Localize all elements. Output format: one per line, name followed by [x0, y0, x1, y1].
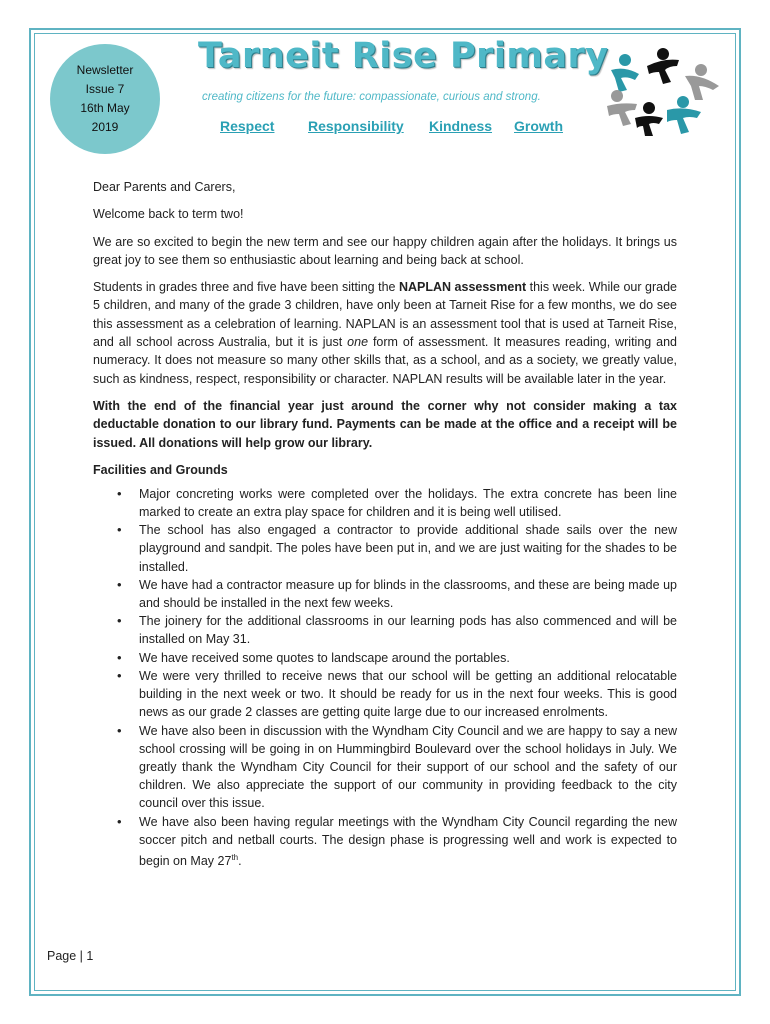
welcome-line: Welcome back to term two! [93, 207, 244, 222]
naplan-text-mid: this week. While our grade 5 children, and many of the grade 3 children, have only been at Tarneit Rise for a few months, we do see this assessment as a celebration of learning. NAPLAN is an assessment tool that is used at Tarneit Rise, and all school across Australia, but it is just [93, 280, 677, 350]
last-item-end: . [238, 854, 242, 869]
badge-date: 16th May [80, 101, 130, 115]
school-tagline: creating citizens for the future: compassionate, curious and strong. [202, 91, 541, 103]
value-growth[interactable]: Growth [514, 118, 563, 134]
naplan-text-pre: Students in grades three and five have been sitting the [93, 280, 399, 295]
logo-figure-black-2 [635, 102, 663, 136]
naplan-italic: one [347, 335, 369, 350]
value-respect[interactable]: Respect [220, 118, 275, 134]
last-item-sup: th [231, 852, 239, 862]
last-item-text: We have also been having regular meetings with the Wyndham City Council regarding the new soccer pitch and netball courts. The design phase is progressing well and work is expected to begin on May 27 [139, 814, 677, 869]
list-item: • Major concreting works were completed over the holidays. The extra concrete has been line marked to create an extra play space for children and it is being well utilised. [139, 485, 677, 521]
list-item: • We have received some quotes to landscape around the portables. [139, 649, 677, 667]
list-item: • The school has also engaged a contractor to provide additional shade sails over the new playground and sandpit. The poles have been put in, and we are just waiting for the shades to be installed. [139, 521, 677, 576]
list-item: • We were very thrilled to receive news that our school will be getting an additional relocatable building in the next week or two. It should be ready for us in the next four weeks. This is good news as our grade 2 classes are getting quite large due to our increased enrolments. [139, 667, 677, 722]
naplan-text-post: form of assessment. It measures reading, writing and numeracy. It does not measure so many other skills that, as a school, and as a society, we greatly value, such as kindness, respect, responsibility or character. NAPLAN results will be available later in the year. [93, 335, 678, 386]
naplan-paragraph [93, 278, 677, 388]
school-name: Tarneit Rise Primary [198, 36, 609, 76]
value-responsibility[interactable]: Responsibility [308, 118, 404, 134]
badge-label: Newsletter [76, 63, 134, 77]
greeting: Dear Parents and Carers, [93, 180, 236, 194]
list-item [139, 813, 677, 871]
school-logo [605, 46, 723, 138]
logo-figure-black-1 [647, 48, 679, 84]
value-kindness[interactable]: Kindness [429, 118, 493, 134]
logo-figure-grey-1 [685, 64, 719, 100]
letter-body [93, 178, 677, 870]
section-heading: Facilities and Grounds [93, 462, 228, 477]
page-number: Page | 1 [47, 949, 94, 963]
list-item: • We have had a contractor measure up for blinds in the classrooms, and these are being made up and should be installed in the next few weeks. [139, 576, 677, 612]
facilities-list [93, 485, 677, 870]
logo-figure-grey-2 [607, 90, 637, 126]
badge-issue: Issue 7 [85, 82, 125, 96]
donation-paragraph: With the end of the financial year just around the corner why not consider making a tax deductable donation to our library fund. Payments can be made at the office and a receipt will be issued. All donations will help grow our library. [93, 398, 677, 450]
logo-figure-teal-2 [667, 96, 701, 134]
list-item: • We have also been in discussion with the Wyndham City Council and we are happy to say a new school crossing will be going in on Hummingbird Boulevard over the school holidays in July. We greatly thank the Wyndham City Council for their support of our school and the safety of our children. We also appreciate the support of our community in providing feedback to the city council over this issue. [139, 722, 677, 813]
list-item: • The joinery for the additional classrooms in our learning pods has also commenced and will be installed on May 31. [139, 612, 677, 648]
intro-paragraph: We are so excited to begin the new term and see our happy children again after the holidays. It brings us great joy to see them so enthusiastic about learning and being back at school. [93, 234, 677, 267]
logo-figure-teal-1 [611, 54, 639, 92]
badge-year: 2019 [91, 120, 119, 134]
naplan-bold: NAPLAN assessment [398, 280, 527, 295]
